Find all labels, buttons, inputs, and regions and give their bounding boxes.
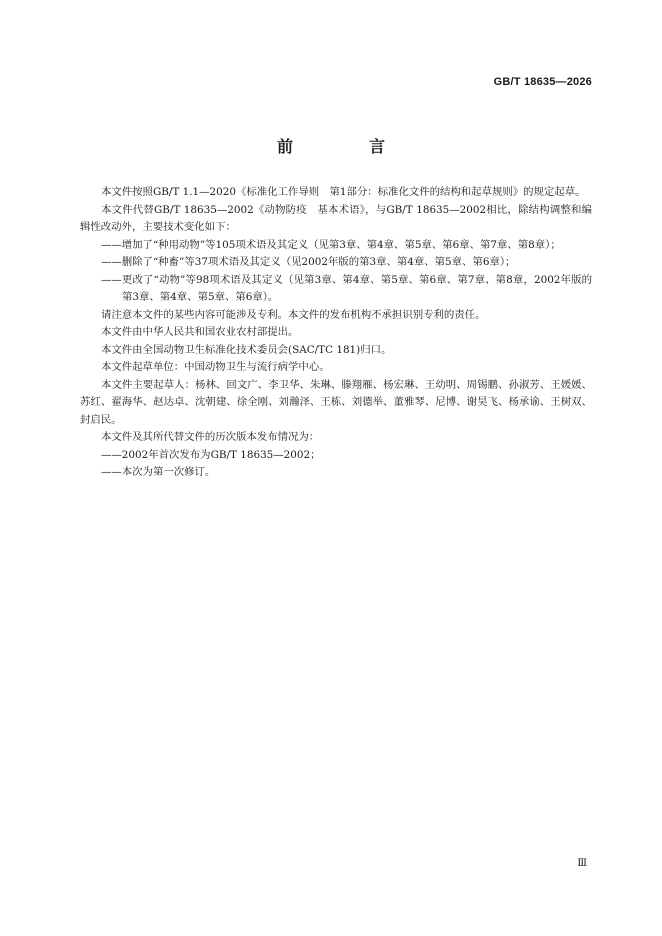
page-title: 前 言 [276,137,415,156]
change-item-added: ——增加了“种用动物”等105项术语及其定义（见第3章、第4章、第5章、第6章、第7章、第8章）； [101,238,561,251]
history-item-2002: ——2002年首次发布为GB/T 18635—2002； [101,448,321,461]
history-item-revision: ——本次为第一次修订。 [101,466,216,478]
paragraph-replacement: 本文件代替GB/T 18635—2002《动物防疫 基本术语》，与GB/T 18635—2002相比，除结构调整和编辑性改动外，主要技术变化如下： [80,203,592,233]
paragraph-drafting-unit: 本文件起草单位：中国动物卫生与流行病学中心。 [101,361,330,373]
change-item-deleted: ——删除了“种畜”等37项术语及其定义（见2002年版的第3章、第4章、第5章、第6章）； [101,256,516,268]
paragraph-committee: 本文件由全国动物卫生标准化技术委员会(SAC/TC 181)归口。 [101,343,392,356]
paragraph-drafting-rules: 本文件按照GB/T 1.1—2020《标准化工作导则 第1部分：标准化文件的结构和起草规则》的规定起草。 [101,186,586,198]
page-number: Ⅲ [577,858,587,869]
standard-code: GB/T 18635—2026 [493,76,592,88]
paragraph-patent-notice: 请注意本文件的某些内容可能涉及专利。本文件的发布机构不承担识别专利的责任。 [101,308,486,321]
foreword-body [80,184,592,482]
change-item-modified: ——更改了“动物”等98项术语及其定义（见第3章、第4章、第5章、第6章、第7章、第8章，2002年版的第3章、第4章、第5章、第6章）。 [101,273,592,303]
paragraph-history: 本文件及其所代替文件的历次版本发布情况为： [101,431,320,443]
paragraph-drafters: 本文件主要起草人：杨林、回文广、李卫华、朱琳、滕翔雁、杨宏琳、王幼明、周锡鹏、孙淑芳、王媛媛、苏红、翟海华、赵达卓、沈朝建、徐全刚、刘瀚泽、王栋、刘德举、董雅琴、尼博、谢昊飞、杨承谕、王树双、封启民。 [80,378,592,426]
paragraph-proposer: 本文件由中华人民共和国农业农村部提出。 [101,326,299,338]
